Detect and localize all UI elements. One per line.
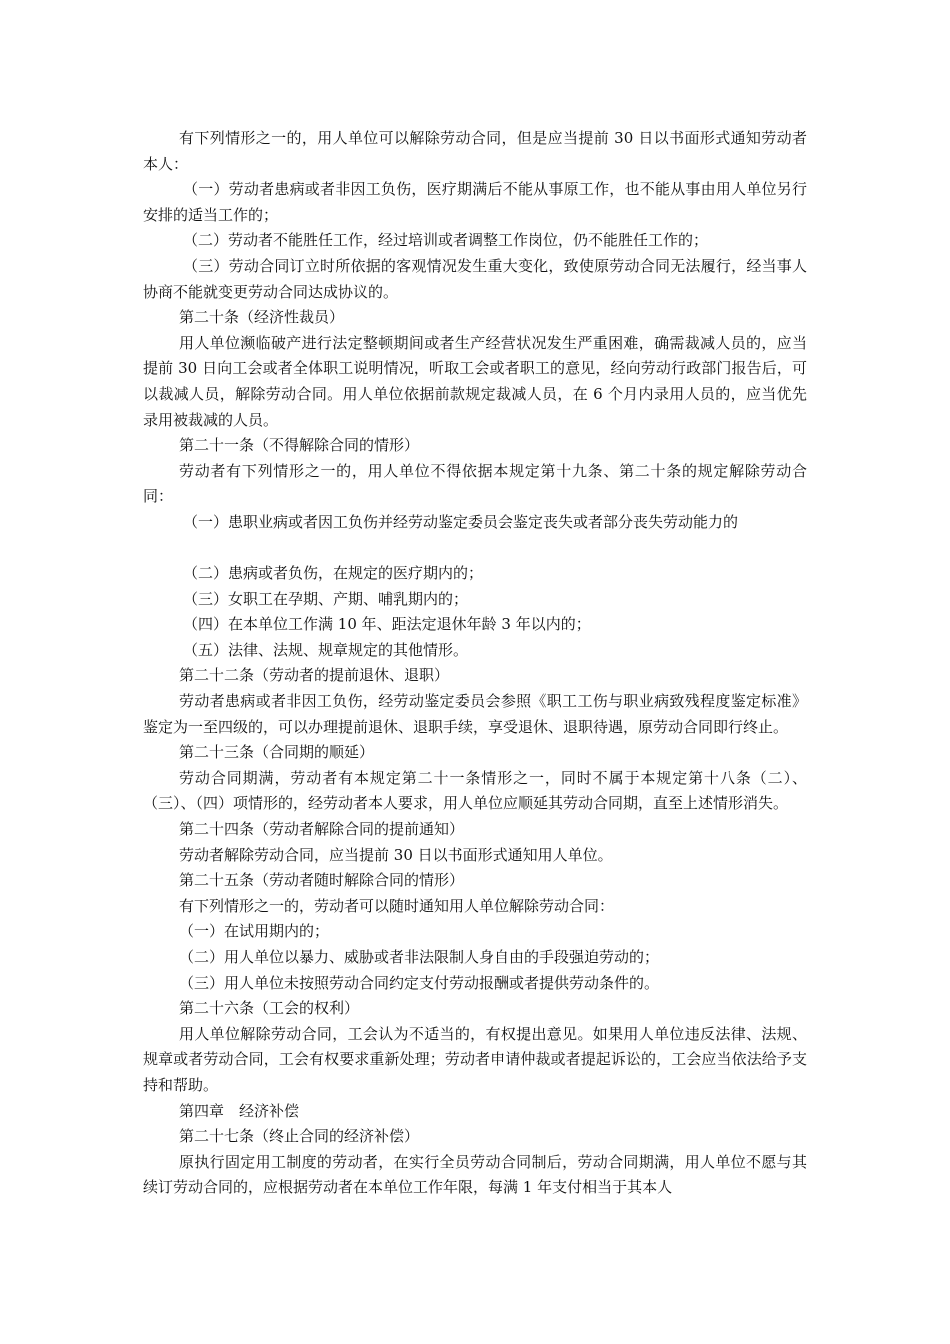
paragraph: （二）劳动者不能胜任工作，经过培训或者调整工作岗位，仍不能胜任工作的； — [183, 231, 709, 250]
paragraph: （一）劳动者患病或者非因工负伤，医疗期满后不能从事原工作，也不能从事由用人单位另行安排的适当工作的； — [143, 180, 807, 224]
paragraph: 第二十条（经济性裁员） — [179, 308, 345, 327]
paragraph: 劳动合同期满，劳动者有本规定第二十一条情形之一，同时不属于本规定第十八条（二）、（三）、（四）项情形的，经劳动者本人要求，用人单位应顺延其劳动合同期，直至上述情形消失。 — [143, 768, 807, 813]
paragraph: （一）患职业病或者因工负伤并经劳动鉴定委员会鉴定丧失或者部分丧失劳动能力的 — [183, 512, 739, 531]
paragraph: （三）女职工在孕期、产期、哺乳期内的； — [183, 589, 469, 608]
paragraph: 劳动者有下列情形之一的，用人单位不得依据本规定第十九条、第二十条的规定解除劳动合同： — [143, 461, 807, 506]
paragraph: 用人单位解除劳动合同，工会认为不适当的，有权提出意见。如果用人单位违反法律、法规、规章或者劳动合同，工会有权要求重新处理；劳动者申请仲裁或者提起诉讼的，工会应当依法给予支持和帮助。 — [143, 1024, 807, 1094]
paragraph: 有下列情形之一的，劳动者可以随时通知用人单位解除劳动合同： — [179, 896, 615, 915]
paragraph: 劳动者解除劳动合同，应当提前 30 日以书面形式通知用人单位。 — [179, 845, 613, 864]
paragraph: （一）在试用期内的； — [179, 922, 330, 941]
paragraph: （三）劳动合同订立时所依据的客观情况发生重大变化，致使原劳动合同无法履行，经当事人协商不能就变更劳动合同达成协议的。 — [143, 256, 807, 301]
paragraph: 劳动者患病或者非因工负伤，经劳动鉴定委员会参照《职工工伤与职业病致残程度鉴定标准》鉴定为一至四级的，可以办理提前退休、退职手续，享受退休、退职待遇，原劳动合同即行终止。 — [143, 692, 807, 736]
paragraph: 用人单位濒临破产进行法定整顿期间或者生产经营状况发生严重困难，确需裁减人员的，应当提前 30 日向工会或者全体职工说明情况，听取工会或者职工的意见，经向劳动行政部门报告后，可以裁减人员，解除劳动合同。用人单位依据前款规定裁减人员，在 6 个月内录用人员的，应当优先录用被裁减的人员。 — [143, 333, 807, 429]
paragraph: 第二十二条（劳动者的提前退休、退职） — [179, 666, 450, 685]
paragraph: （三）用人单位未按照劳动合同约定支付劳动报酬或者提供劳动条件的。 — [179, 973, 660, 992]
paragraph: （二）用人单位以暴力、威胁或者非法限制人身自由的手段强迫劳动的； — [179, 948, 660, 966]
paragraph: 第二十一条（不得解除合同的情形） — [179, 436, 420, 455]
paragraph: 原执行固定用工制度的劳动者，在实行全员劳动合同制后，劳动合同期满，用人单位不愿与其续订劳动合同的，应根据劳动者在本单位工作年限，每满 1 年支付相当于其本人 — [143, 1152, 807, 1197]
paragraph: 第四章 经济补偿 — [179, 1101, 300, 1120]
blank-line — [143, 536, 807, 562]
paragraph: （四）在本单位工作满 10 年、距法定退休年龄 3 年以内的； — [183, 615, 591, 634]
paragraph: 第二十六条（工会的权利） — [179, 999, 360, 1018]
paragraph: 第二十七条（终止合同的经济补偿） — [179, 1127, 420, 1146]
paragraph: 第二十四条（劳动者解除合同的提前通知） — [179, 820, 465, 839]
document-body — [143, 126, 807, 1201]
paragraph: 第二十五条（劳动者随时解除合同的情形） — [179, 871, 465, 890]
paragraph: （二）患病或者负伤，在规定的医疗期内的； — [183, 564, 484, 583]
paragraph: 第二十三条（合同期的顺延） — [179, 743, 375, 762]
paragraph: 有下列情形之一的，用人单位可以解除劳动合同，但是应当提前 30 日以书面形式通知劳动者本人： — [143, 129, 807, 173]
paragraph: （五）法律、法规、规章规定的其他情形。 — [183, 640, 469, 659]
